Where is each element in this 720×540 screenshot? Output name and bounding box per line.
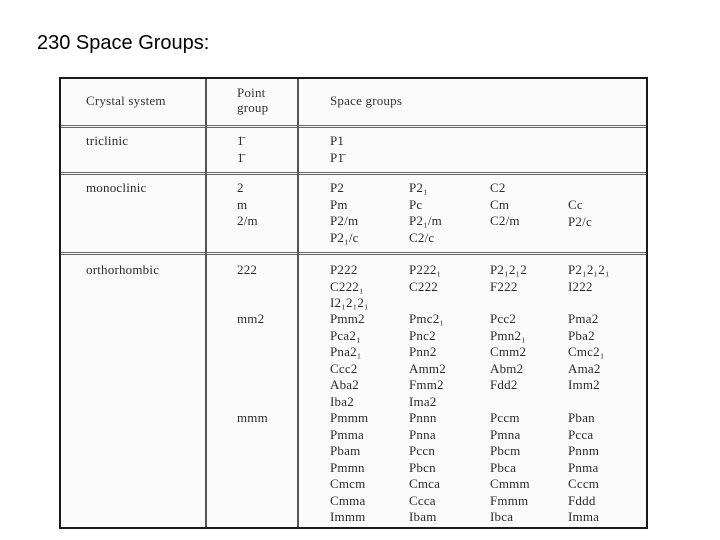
space-group: P2₁/c: [330, 229, 359, 245]
space-group: Pbca: [490, 459, 517, 475]
ortho-222-col-3: [490, 262, 527, 295]
space-group: P222: [330, 262, 358, 277]
row-divider: [61, 125, 646, 128]
space-group: C2/m: [490, 213, 520, 228]
space-group: Pba2: [568, 327, 595, 343]
space-group: Pnc2: [409, 327, 436, 343]
space-group: Pbcm: [490, 443, 521, 458]
space-group: Cmca: [409, 476, 441, 491]
space-group: Pccn: [409, 443, 436, 458]
space-group: C2/c: [409, 229, 435, 245]
system-orthorhombic: orthorhombic: [86, 262, 160, 277]
space-group: F222: [490, 278, 518, 294]
space-group: I222: [568, 278, 593, 294]
space-group: Ibam: [409, 509, 437, 524]
space-group: P2₁2₁2: [490, 262, 527, 277]
system-triclinic: triclinic: [86, 133, 129, 148]
monoclinic-col-3: [490, 180, 520, 230]
space-group: Amm2: [409, 360, 446, 376]
space-group-table: [59, 77, 648, 529]
ortho-mmm-col-1: [330, 410, 368, 526]
ortho-222-col-4: [568, 262, 610, 295]
triclinic-point-groups: [237, 133, 244, 166]
space-group: P1̄: [330, 149, 345, 165]
space-group: Cmmm: [490, 476, 530, 491]
space-group: C2: [490, 180, 506, 195]
space-group: P2/c: [568, 213, 592, 229]
ortho-mmm-col-4: [568, 410, 599, 526]
space-group: Cccm: [568, 476, 600, 491]
space-group: P2: [330, 180, 345, 195]
space-group: Cmm2: [490, 344, 527, 359]
space-group: Immm: [330, 509, 366, 524]
header-space-groups: Space groups: [330, 93, 403, 108]
row-divider: [61, 252, 646, 255]
monoclinic-col-1: [330, 180, 359, 246]
header-crystal-system: Crystal system: [86, 93, 166, 108]
space-group: Pma2: [568, 311, 599, 326]
space-group: Pccm: [490, 410, 520, 425]
space-group: Cc: [568, 197, 583, 212]
ortho-222-col-2: [409, 262, 441, 295]
space-group: Aba2: [330, 377, 359, 392]
ortho-mmm-col-2: [409, 410, 440, 526]
ortho-mm2-col-4: [568, 311, 605, 394]
point-group: 1̄: [237, 133, 244, 148]
header-point-group: Point group: [237, 85, 269, 115]
ortho-mm2-col-3: [490, 311, 526, 394]
slide-title: 230 Space Groups:: [37, 32, 210, 54]
space-group: P2₁/m: [409, 213, 442, 228]
space-group: P2₁: [409, 180, 428, 195]
space-group: Pnnn: [409, 410, 437, 425]
system-monoclinic: monoclinic: [86, 180, 147, 195]
space-group: Pcc2: [490, 311, 517, 326]
space-group: Pna2₁: [330, 344, 362, 359]
ortho-mm2-col-2: [409, 311, 446, 410]
ortho-mmm-col-3: [490, 410, 530, 526]
space-group: Fddd: [568, 492, 596, 508]
space-group: Pnma: [568, 459, 599, 475]
point-group: 2/m: [237, 213, 258, 228]
triclinic-space-groups: [330, 133, 344, 166]
monoclinic-col-4: [568, 197, 592, 230]
column-divider: [205, 79, 207, 527]
ortho-222-col-1: [330, 262, 369, 312]
space-group: Imm2: [568, 377, 600, 392]
space-group: Ibca: [490, 509, 514, 524]
space-group: P2₁2₁2₁: [568, 262, 610, 277]
space-group: Cmc2₁: [568, 344, 605, 359]
space-group: Fmmm: [490, 492, 529, 508]
point-group-mmm: mmm: [237, 410, 268, 425]
space-group: Fmm2: [409, 377, 444, 392]
space-group: Pnn2: [409, 344, 437, 359]
point-group: 1̄: [237, 149, 244, 165]
space-group: Pmmm: [330, 410, 369, 425]
space-group: P222₁: [409, 262, 442, 277]
space-group: Pmna: [490, 426, 521, 442]
space-group: Pc: [409, 196, 423, 212]
space-group: Pnna: [409, 426, 436, 442]
space-group: I2₁2₁2₁: [330, 295, 369, 310]
space-group: Ccca: [409, 492, 436, 508]
space-group: Pm: [330, 196, 348, 212]
space-group: Iba2: [330, 393, 354, 409]
ortho-mm2-col-1: [330, 311, 365, 410]
space-group: C222: [409, 278, 438, 294]
space-group: Ccc2: [330, 360, 358, 376]
point-group-222: 222: [237, 262, 258, 277]
column-divider: [297, 79, 299, 527]
space-group: Cmcm: [330, 476, 366, 491]
space-group: Pmma: [330, 426, 365, 442]
point-group: m: [237, 196, 248, 212]
space-group: Pbam: [330, 443, 361, 458]
monoclinic-col-2: [409, 180, 442, 246]
space-group: Cm: [490, 196, 510, 212]
space-group: Fdd2: [490, 377, 518, 392]
space-group: Pbcn: [409, 459, 436, 475]
space-group: Pban: [568, 410, 595, 425]
space-group: Ima2: [409, 393, 437, 409]
space-group: Pmc2₁: [409, 311, 445, 326]
space-group: Pnnm: [568, 443, 600, 458]
point-group: 2: [237, 180, 244, 195]
space-group: P1: [330, 133, 345, 148]
monoclinic-point-groups: [237, 180, 258, 230]
space-group: Abm2: [490, 360, 524, 376]
space-group: Ama2: [568, 360, 601, 376]
row-divider: [61, 172, 646, 175]
space-group: Pcca: [568, 426, 594, 442]
space-group: Pmn2₁: [490, 327, 526, 343]
space-group: Pmmn: [330, 459, 365, 475]
space-group: P2/m: [330, 213, 359, 228]
space-group: Pca2₁: [330, 327, 361, 343]
space-group: Cmma: [330, 492, 366, 508]
space-group: Imma: [568, 509, 600, 524]
space-group: Pmm2: [330, 311, 365, 326]
point-group-mm2: mm2: [237, 311, 265, 326]
space-group: C222₁: [330, 278, 364, 294]
